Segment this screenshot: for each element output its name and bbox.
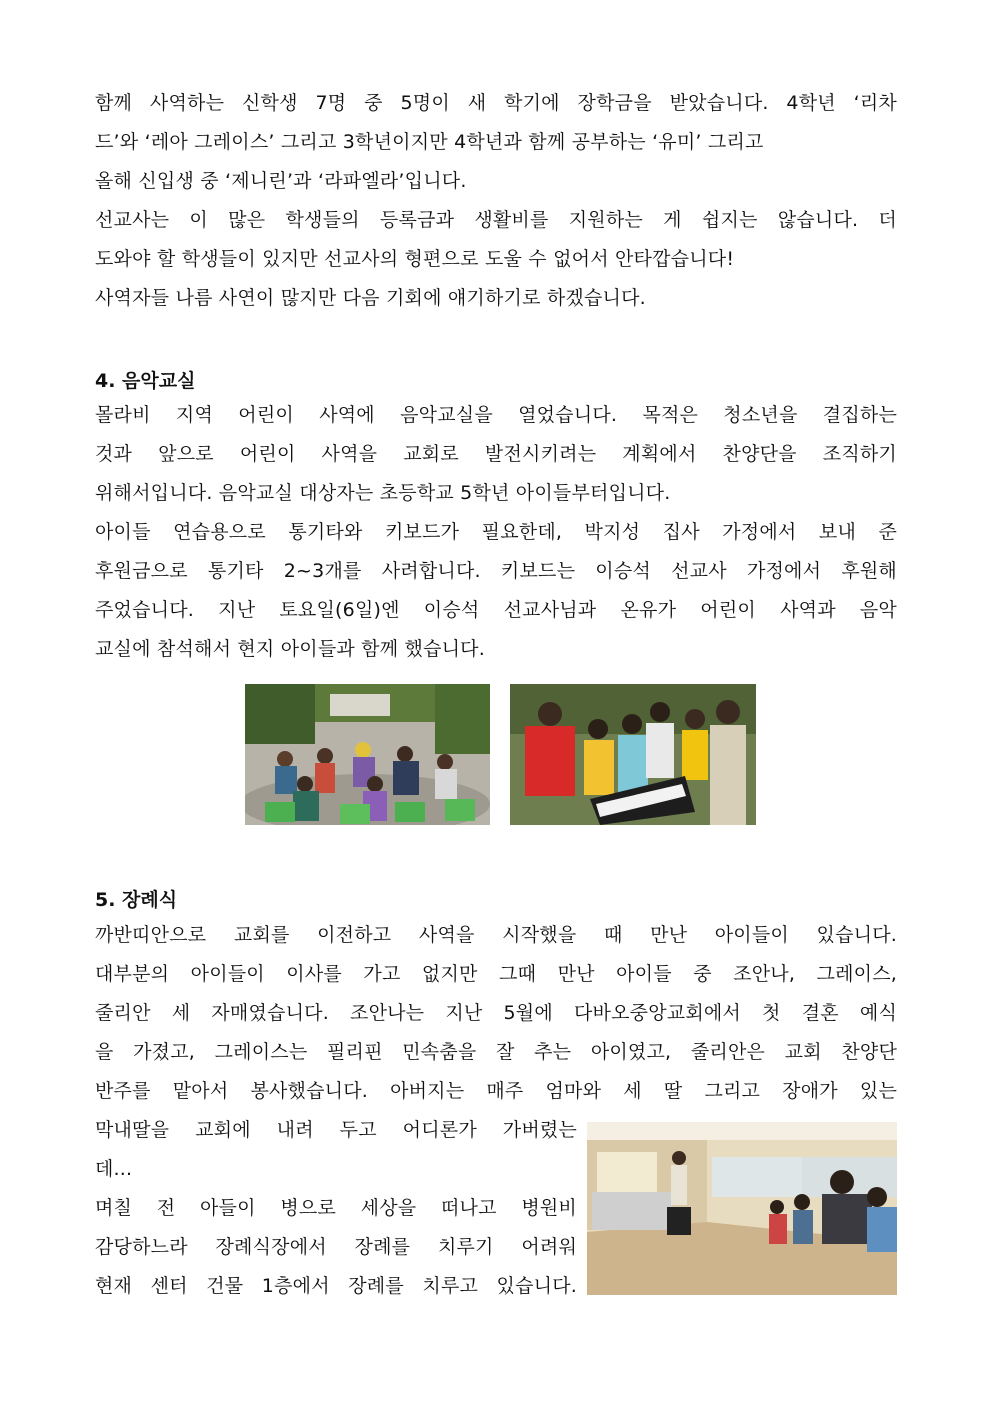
section-5-heading: 5. 장례식 bbox=[95, 889, 178, 911]
text-line: 주었습니다. 지난 토요일(6일)엔 이승석 선교사님과 온유가 어린이 사역과 음악 bbox=[95, 599, 897, 621]
text-line: 줄리안 세 자매였습니다. 조안나는 지난 5월에 다바오중앙교회에서 첫 결혼 예식 bbox=[95, 1002, 897, 1024]
text-line: 까반띠안으로 교회를 이전하고 사역을 시작했을 때 만난 아이들이 있습니다. bbox=[95, 924, 897, 946]
text-line: 교실에 참석해서 현지 아이들과 함께 했습니다. bbox=[95, 638, 485, 660]
text-line: 아이들 연습용으로 통기타와 키보드가 필요한데, 박지성 집사 가정에서 보내 준 bbox=[95, 521, 897, 543]
music-class-outdoor-photo bbox=[245, 684, 490, 825]
text-line: 위해서입니다. 음악교실 대상자는 초등학교 5학년 아이들부터입니다. bbox=[95, 482, 671, 504]
text-line: 막내딸을 교회에 내려 두고 어디론가 가버렸는 bbox=[95, 1119, 577, 1141]
keyboard-lesson-photo bbox=[510, 684, 756, 825]
text-line: 것과 앞으로 어린이 사역을 교회로 발전시키려는 계획에서 찬양단을 조직하기 bbox=[95, 443, 897, 465]
text-line: 감당하느라 장례식장에서 장례를 치루기 어려워 bbox=[95, 1236, 577, 1258]
text-line: 반주를 맡아서 봉사했습니다. 아버지는 매주 엄마와 세 딸 그리고 장애가 있는 bbox=[95, 1080, 897, 1102]
section-4-paragraph bbox=[95, 396, 897, 669]
section-4-heading: 4. 음악교실 bbox=[95, 370, 196, 392]
text-line: 도와야 할 학생들이 있지만 선교사의 형편으로 도울 수 없어서 안타깝습니다! bbox=[95, 248, 735, 270]
text-line: 드’와 ‘레아 그레이스’ 그리고 3학년이지만 4학년과 함께 공부하는 ‘유미’ 그리고 bbox=[95, 131, 764, 153]
text-line: 데... bbox=[95, 1158, 133, 1180]
text-line: 올해 신입생 중 ‘제니린’과 ‘라파엘라’입니다. bbox=[95, 170, 467, 192]
section-5-paragraph-wrapped bbox=[95, 1111, 577, 1306]
intro-paragraph bbox=[95, 84, 897, 318]
text-line: 후원금으로 통기타 2~3개를 사려합니다. 키보드는 이승석 선교사 가정에서 후원해 bbox=[95, 560, 897, 582]
text-line: 현재 센터 건물 1층에서 장례를 치루고 있습니다. bbox=[95, 1275, 577, 1297]
text-line: 몰라비 지역 어린이 사역에 음악교실을 열었습니다. 목적은 청소년을 결집하는 bbox=[95, 404, 897, 426]
text-line: 며칠 전 아들이 병으로 세상을 떠나고 병원비 bbox=[95, 1197, 577, 1219]
text-line: 함께 사역하는 신학생 7명 중 5명이 새 학기에 장학금을 받았습니다. 4학년 ‘리차 bbox=[95, 92, 897, 114]
text-line: 선교사는 이 많은 학생들의 등록금과 생활비를 지원하는 게 쉽지는 않습니다. 더 bbox=[95, 209, 897, 231]
text-line: 을 가졌고, 그레이스는 필리핀 민속춤을 잘 추는 아이였고, 줄리안은 교회 찬양단 bbox=[95, 1041, 897, 1063]
section-5-paragraph bbox=[95, 916, 897, 1111]
text-line: 사역자들 나름 사연이 많지만 다음 기회에 얘기하기로 하겠습니다. bbox=[95, 287, 646, 309]
funeral-hall-photo bbox=[587, 1122, 897, 1295]
text-line: 대부분의 아이들이 이사를 가고 없지만 그때 만난 아이들 중 조안나, 그레이스, bbox=[95, 963, 897, 985]
